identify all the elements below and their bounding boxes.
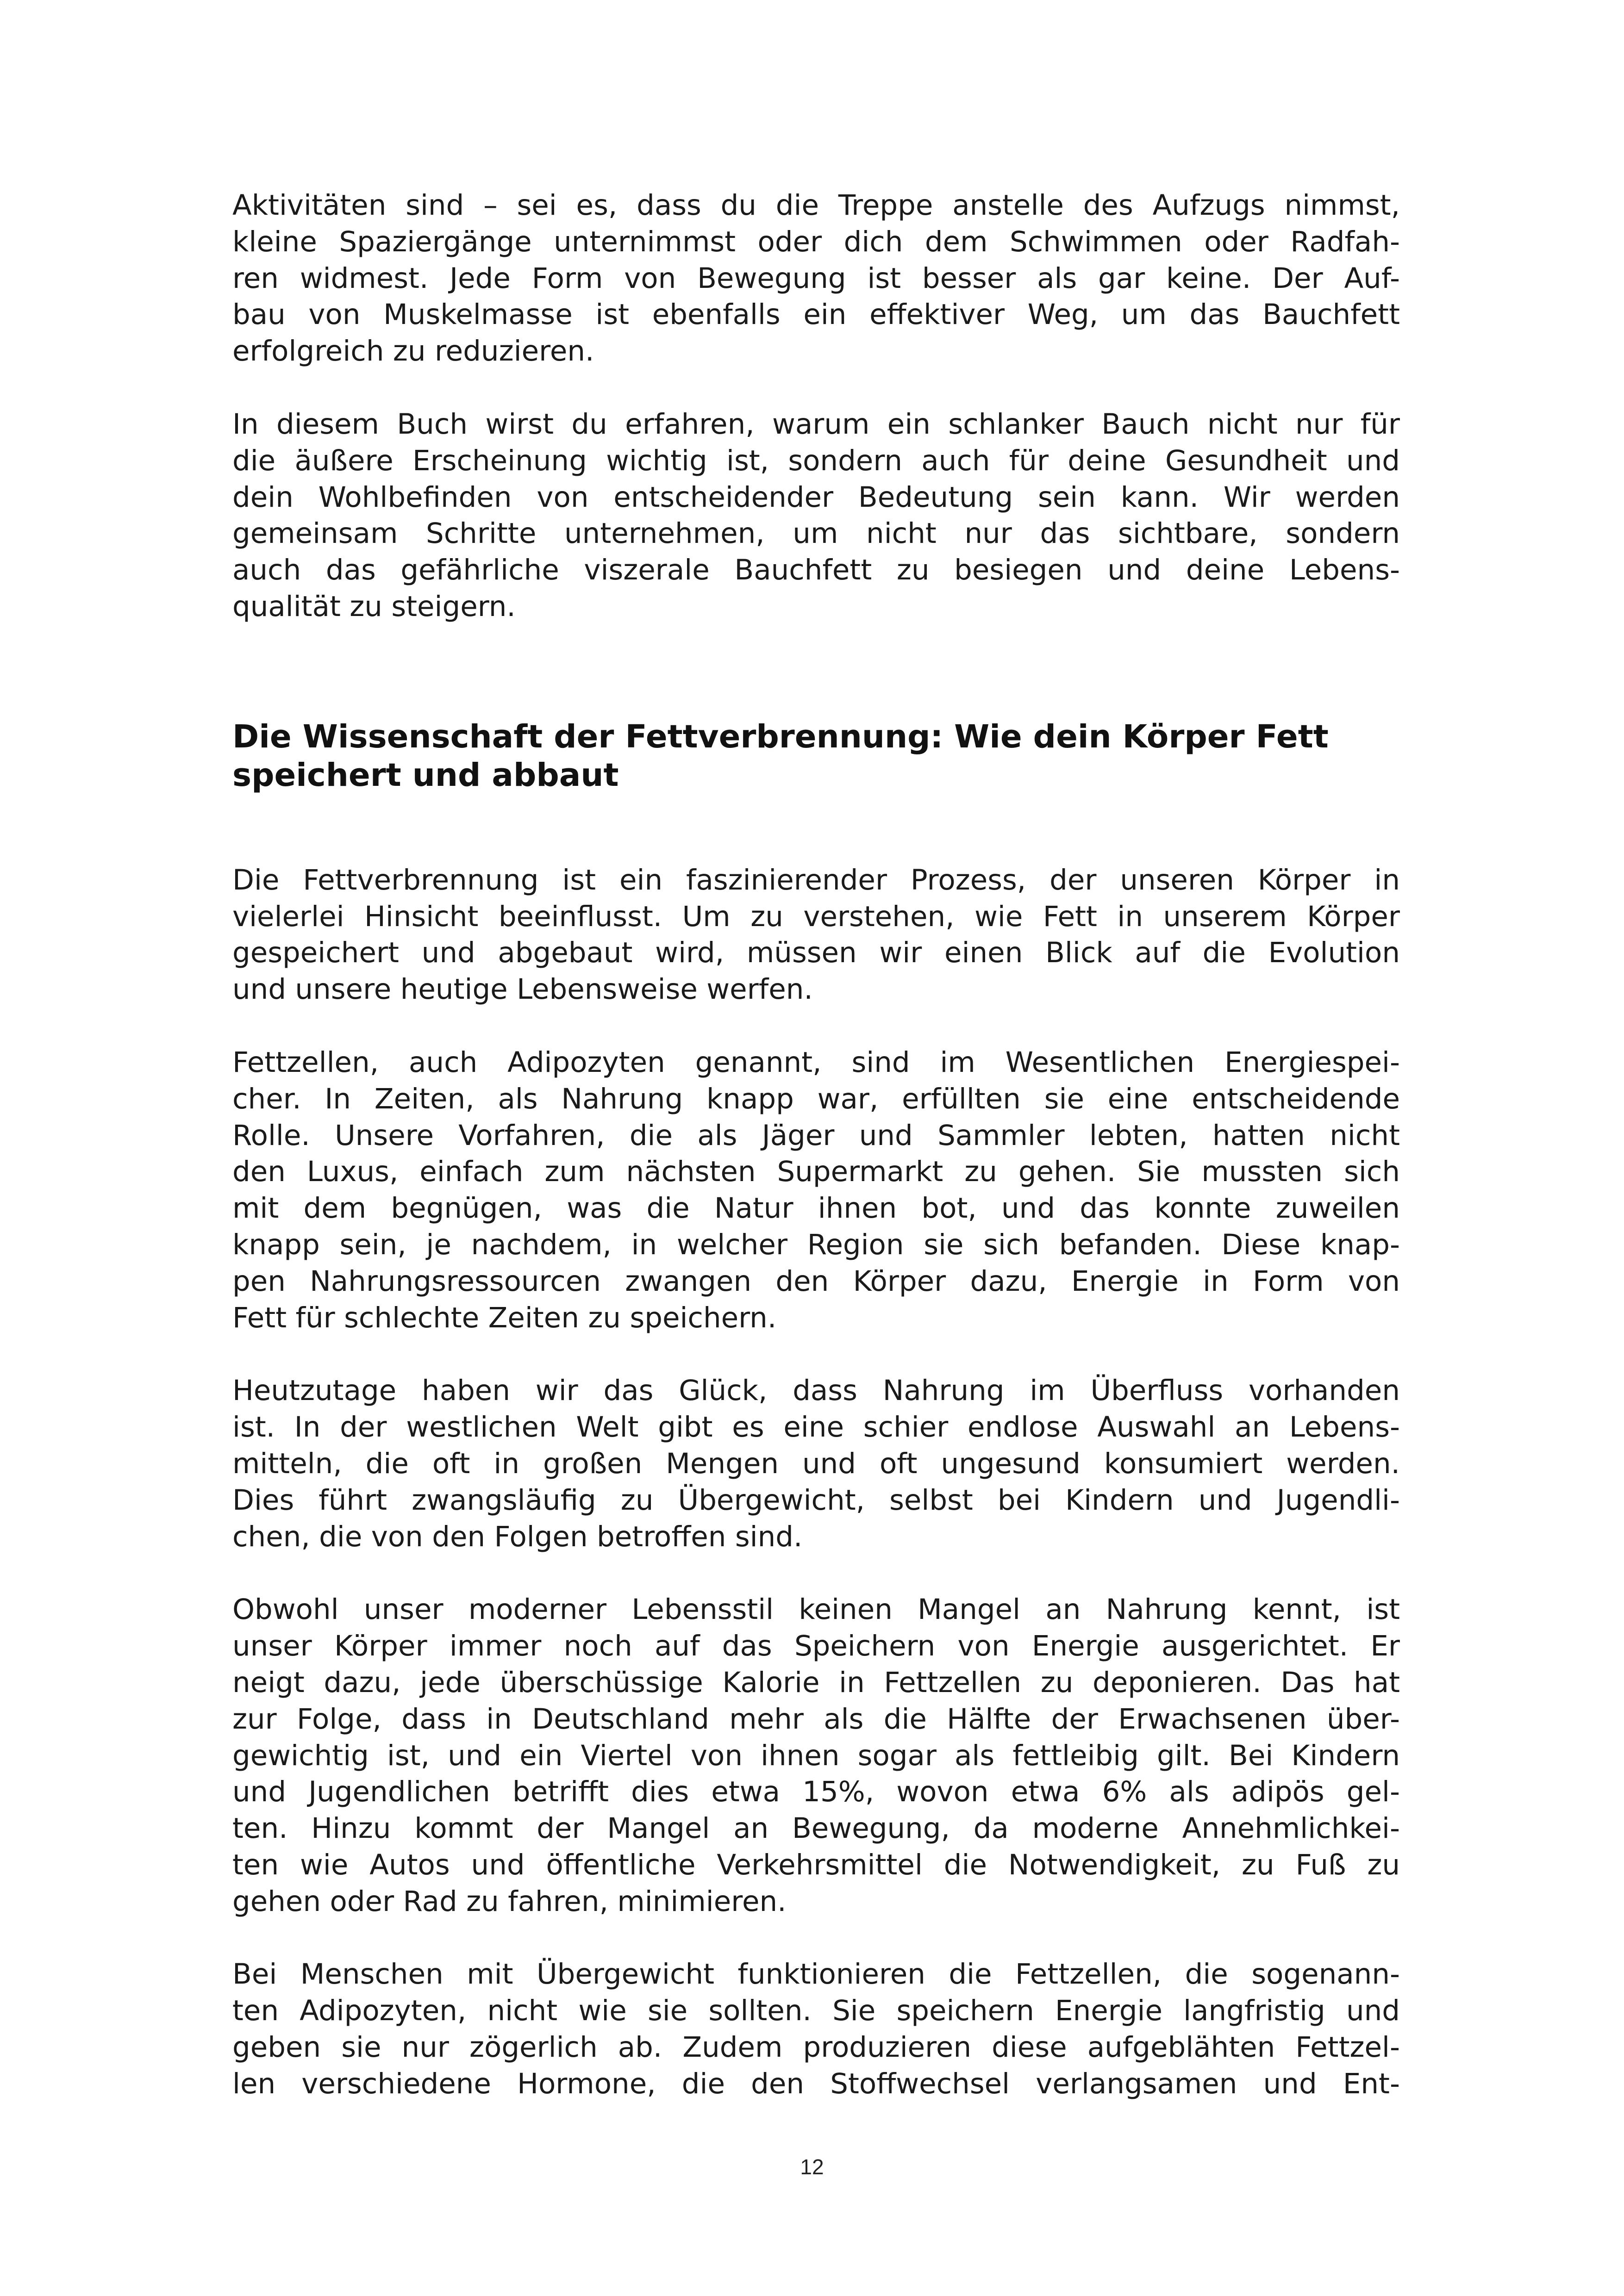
text-line: den Luxus, einfach zum nächsten Supermarkt zu gehen. Sie mussten sich [232,1155,1400,1188]
text-line: chen, die von den Folgen betroffen sind. [232,1520,803,1553]
paragraph-gap [232,1920,1400,1956]
text-line: neigt dazu, jede überschüssige Kalorie in Fettzellen zu deponieren. Das hat [232,1666,1400,1699]
paragraph-gap [232,370,1400,406]
body-paragraph [232,406,1400,625]
page-content [232,187,1400,2103]
text-line: gewichtig ist, und ein Viertel von ihnen sogar als fettleibig gilt. Bei Kindern [232,1739,1400,1772]
text-line: und unsere heutige Lebensweise werfen. [232,973,813,1006]
body-paragraph [232,1045,1400,1336]
text-line: gehen oder Rad zu fahren, minimieren. [232,1885,787,1918]
text-line: mitteln, die oft in großen Mengen und oft ungesund konsumiert werden. [232,1447,1400,1480]
text-line: ten Adipozyten, nicht wie sie sollten. Sie speichern Energie langfristig und [232,1994,1400,2028]
text-line: gespeichert und abgebaut wird, müssen wir einen Blick auf die Evolution [232,936,1400,970]
text-line: zur Folge, dass in Deutschland mehr als die Hälfte der Erwachsenen über- [232,1702,1400,1736]
text-line: und Jugendlichen betrifft dies etwa 15%, wovon etwa 6% als adipös gel- [232,1775,1400,1809]
text-line: Heutzutage haben wir das Glück, dass Nahrung im Überfluss vorhanden [232,1374,1400,1407]
text-line: geben sie nur zögerlich ab. Zudem produzieren diese aufgeblähten Fettzel- [232,2031,1400,2064]
text-line: ren widmest. Jede Form von Bewegung ist besser als gar keine. Der Auf- [232,261,1400,295]
paragraph-gap [232,1336,1400,1373]
text-line: mit dem begnügen, was die Natur ihnen bot, und das konnte zuweilen [232,1192,1400,1225]
text-line: pen Nahrungsressourcen zwangen den Körper dazu, Energie in Form von [232,1264,1400,1298]
text-line: Dies führt zwangsläufig zu Übergewicht, selbst bei Kindern und Jugendli- [232,1483,1400,1517]
text-line: die äußere Erscheinung wichtig ist, sondern auch für deine Gesundheit und [232,444,1400,477]
text-line: cher. In Zeiten, als Nahrung knapp war, erfüllten sie eine entscheidende [232,1082,1400,1115]
body-paragraph [232,1956,1400,2102]
heading-spacer [232,795,1400,862]
paragraph-gap [232,1008,1400,1045]
paragraph-gap [232,1555,1400,1592]
text-line: unser Körper immer noch auf das Speichern von Energie ausgerichtet. Er [232,1630,1400,1663]
text-line: gemeinsam Schritte unternehmen, um nicht nur das sichtbare, sondern [232,517,1400,550]
body-paragraph [232,1373,1400,1555]
text-line: Bei Menschen mit Übergewicht funktionieren die Fettzellen, die sogenann- [232,1958,1400,1991]
text-line: kleine Spaziergänge unternimmst oder dich dem Schwimmen oder Radfah- [232,225,1400,258]
text-line: qualität zu steigern. [232,590,516,623]
text-line: knapp sein, je nachdem, in welcher Region sie sich befanden. Diese knap- [232,1228,1400,1261]
text-line: dein Wohlbefinden von entscheidender Bedeutung sein kann. Wir werden [232,480,1400,514]
text-line: bau von Muskelmasse ist ebenfalls ein effektiver Weg, um das Bauchfett [232,298,1400,331]
text-line: len verschiedene Hormone, die den Stoffwechsel verlangsamen und Ent- [232,2067,1400,2100]
text-line: ten. Hinzu kommt der Mangel an Bewegung, da moderne Annehmlichkei- [232,1812,1400,1845]
body-paragraph [232,1592,1400,1920]
text-line: ten wie Autos und öffentliche Verkehrsmittel die Notwendigkeit, zu Fuß zu [232,1848,1400,1881]
page-number: 12 [800,2155,824,2179]
text-line: Rolle. Unsere Vorfahren, die als Jäger und Sammler lebten, hatten nicht [232,1119,1400,1152]
text-line: In diesem Buch wirst du erfahren, warum ein schlanker Bauch nicht nur für [232,407,1400,441]
heading-line: speichert und abbaut [232,756,619,794]
text-line: Fett für schlechte Zeiten zu speichern. [232,1301,777,1334]
body-paragraph [232,862,1400,1008]
text-line: Fettzellen, auch Adipozyten genannt, sind im Wesentlichen Energiespei- [232,1045,1400,1079]
body-paragraph [232,187,1400,370]
text-line: Die Fettverbrennung ist ein faszinierender Prozess, der unseren Körper in [232,863,1400,896]
section-spacer [232,625,1400,718]
heading-line: Die Wissenschaft der Fettverbrennung: Wie dein Körper Fett [232,718,1329,755]
section-heading [232,718,1400,795]
text-line: auch das gefährliche viszerale Bauchfett zu besiegen und deine Lebens- [232,554,1400,587]
text-line: Obwohl unser moderner Lebensstil keinen Mangel an Nahrung kennt, ist [232,1593,1400,1626]
text-line: Aktivitäten sind – sei es, dass du die Treppe anstelle des Aufzugs nimmst, [232,189,1400,222]
text-line: vielerlei Hinsicht beeinflusst. Um zu verstehen, wie Fett in unserem Körper [232,900,1400,933]
text-line: ist. In der westlichen Welt gibt es eine schier endlose Auswahl an Lebens- [232,1411,1400,1444]
text-line: erfolgreich zu reduzieren. [232,335,594,368]
